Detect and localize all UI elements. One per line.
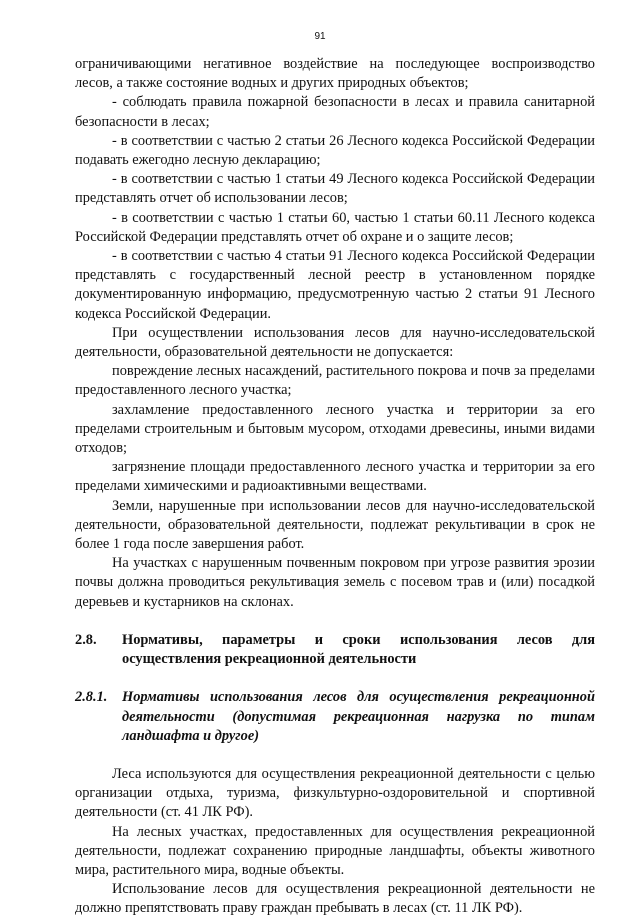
paragraph: На участках с нарушенным почвенным покровом при угрозе развития эрозии почвы должна проводиться рекультивация земель с посевом трав и (или) посадкой деревьев и кустарников на склонах. bbox=[75, 555, 595, 610]
page-number: 91 bbox=[314, 31, 326, 42]
section-title: Нормативы, параметры и сроки использования лесов для осуществления рекреационной деятельности bbox=[122, 631, 595, 668]
section-number: 2.8. bbox=[75, 631, 97, 648]
paragraph: ограничивающими негативное воздействие на последующее воспроизводство лесов, а также состояние водных и других природных объектов; bbox=[75, 56, 595, 92]
paragraph: Земли, нарушенные при использовании лесов для научно-исследовательской деятельности, образовательной деятельности, подлежат рекультивации в срок не более 1 года после завершения работ. bbox=[75, 497, 595, 553]
paragraph: - в соответствии с частью 2 статьи 26 Лесного кодекса Российской Федерации подавать ежегодно лесную декларацию; bbox=[75, 132, 595, 169]
paragraph: - в соответствии с частью 1 статьи 60, частью 1 статьи 60.11 Лесного кодекса Российской Федерации представлять отчет об охране и о защите лесов; bbox=[75, 209, 595, 245]
paragraph: Использование лесов для осуществления рекреационной деятельности не должно препятствовать праву граждан пребывать в лесах (ст. 11 ЛК РФ). bbox=[75, 881, 595, 917]
paragraph: загрязнение площади предоставленного лесного участка и территории за его пределами химическими и радиоактивными веществами. bbox=[75, 459, 595, 495]
document-body bbox=[75, 55, 595, 919]
subsection-number: 2.8.1. bbox=[75, 689, 108, 706]
paragraph: - соблюдать правила пожарной безопасности в лесах и правила санитарной безопасности в лесах; bbox=[75, 94, 595, 130]
paragraph: захламление предоставленного лесного участка и территории за его пределами строительным и бытовым мусором, отходами древесины, иными видами отходов; bbox=[75, 401, 595, 457]
paragraph: повреждение лесных насаждений, растительного покрова и почв за пределами предоставленного лесного участка; bbox=[75, 363, 595, 399]
paragraph: - в соответствии с частью 4 статьи 91 Лесного кодекса Российской Федерации представлять с государственный лесной реестр в установленном порядке документированную информацию, предусмотренную частью 2 статьи 91 Лесного кодекса Российской Федерации. bbox=[75, 248, 595, 322]
paragraph: При осуществлении использования лесов для научно-исследовательской деятельности, образовательной деятельности не допускается: bbox=[75, 324, 595, 361]
paragraph: Леса используются для осуществления рекреационной деятельности с целью организации отдыха, туризма, физкультурно-оздоровительной и спортивной деятельности (ст. 41 ЛК РФ). bbox=[75, 765, 595, 821]
paragraph: На лесных участках, предоставленных для осуществления рекреационной деятельности, подлежат сохранению природные ландшафты, объекты животного мира, растительного мира, водные объекты. bbox=[75, 823, 595, 878]
section-heading bbox=[75, 631, 595, 669]
paragraph: - в соответствии с частью 1 статьи 49 Лесного кодекса Российской Федерации представлять отчет об использовании лесов; bbox=[75, 171, 595, 207]
subsection-heading bbox=[75, 688, 595, 746]
subsection-title: Нормативы использования лесов для осуществления рекреационной деятельности (допустимая рекреационная нагрузка по типам ландшафта и другое) bbox=[122, 689, 595, 744]
